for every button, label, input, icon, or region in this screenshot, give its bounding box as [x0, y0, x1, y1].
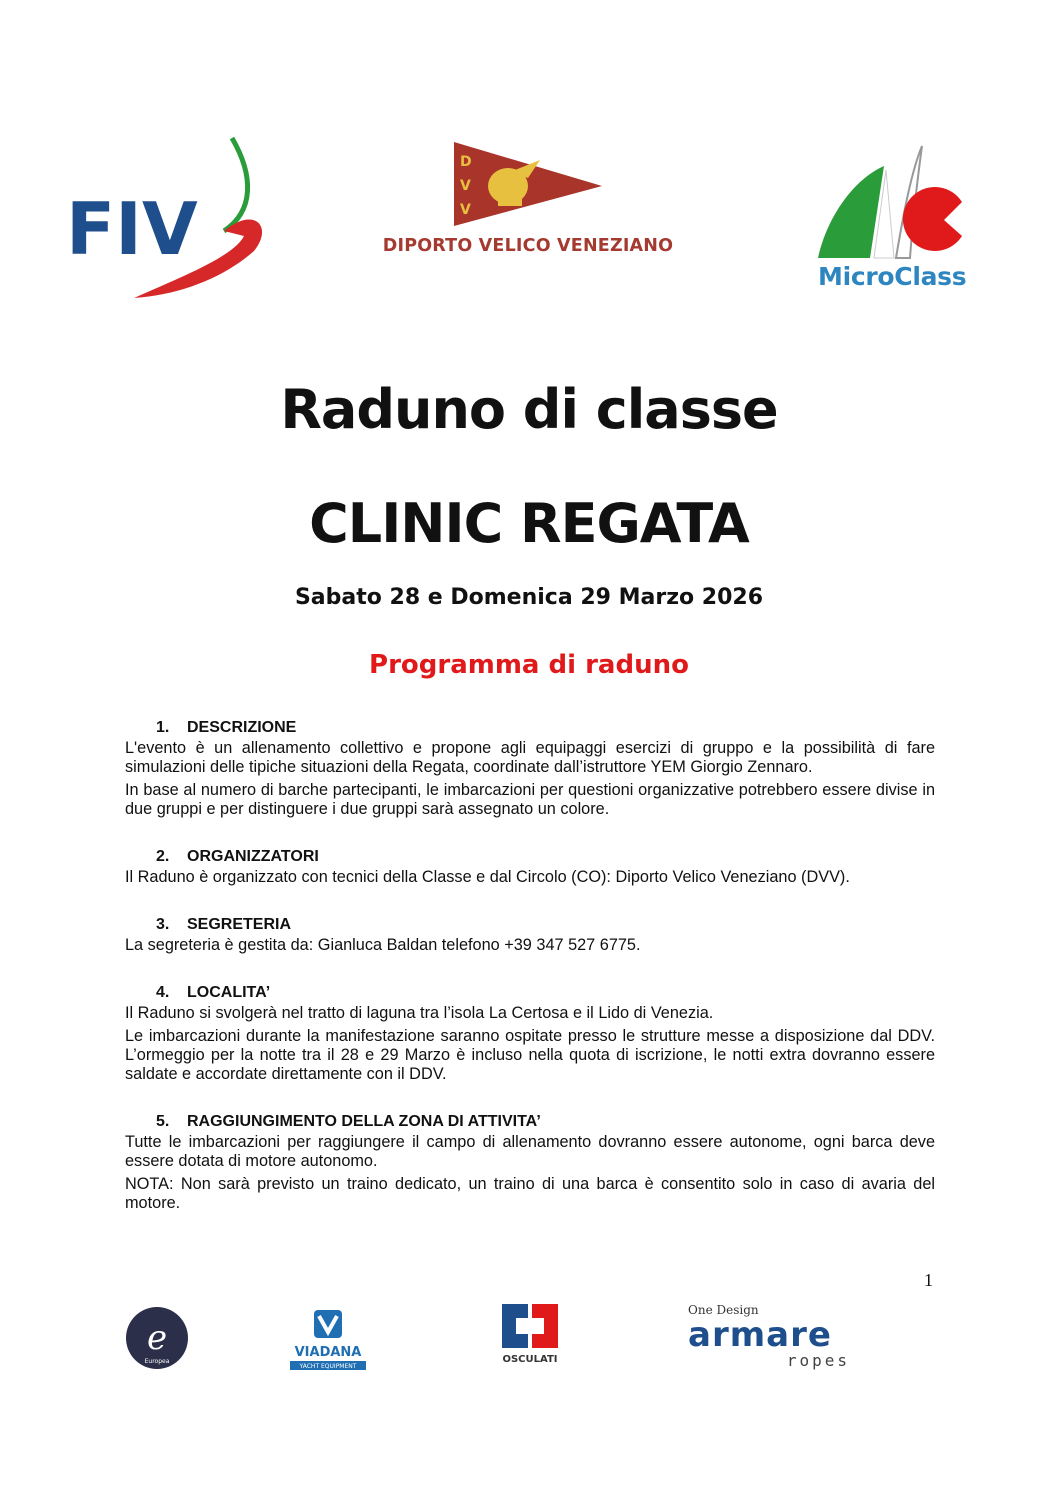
svg-text:armare: armare [688, 1315, 832, 1355]
svg-text:e: e [146, 1318, 168, 1358]
section-title: 2. ORGANIZZATORI [156, 848, 319, 865]
fiv-logo-text: FIV [66, 187, 198, 271]
svg-text:V: V [460, 202, 471, 218]
sub-title: CLINIC REGATA [309, 492, 749, 555]
svg-text:One Design: One Design [688, 1303, 759, 1317]
svg-text:V: V [460, 178, 471, 194]
paragraph: L'evento è un allenamento collettivo e propone agli equipaggi esercizi di gruppo e la possibilità di fare simulazioni delle tipiche situazioni della Regata, coordinate dall’istruttore YEM Giorgio Zennaro. [125, 739, 935, 776]
svg-text:OSCULATI: OSCULATI [502, 1354, 558, 1365]
sponsor-viadana-logo [286, 1308, 370, 1372]
paragraph: NOTA: Non sarà previsto un traino dedicato, un traino di una barca è consentito solo in caso di avaria del motore. [125, 1175, 935, 1212]
microclass-logo [812, 140, 988, 300]
paragraph: La segreteria è gestita da: Gianluca Baldan telefono +39 347 527 6775. [125, 936, 641, 954]
section-title: 3. SEGRETERIA [156, 916, 292, 933]
section-descrizione [125, 718, 935, 819]
microclass-name: MicroClass [818, 262, 967, 291]
paragraph: Le imbarcazioni durante la manifestazione saranno ospitate presso le strutture messe a disposizione dal DDV. L’ormeggio per la notte tra il 28 e 29 Marzo è incluso nella quota di iscrizione, le notti extra dovranno essere saldate e accordate direttamente con il DDV. [125, 1027, 935, 1083]
page-number: 1 [924, 1270, 933, 1290]
event-dates: Sabato 28 e Domenica 29 Marzo 2026 [294, 585, 764, 610]
sponsor-armare-logo [686, 1300, 858, 1372]
section-raggiungimento [125, 1112, 935, 1213]
dvv-name: DIPORTO VELICO VENEZIANO [382, 236, 674, 256]
svg-text:Europea: Europea [144, 1358, 170, 1365]
sponsor-osculati-logo [488, 1300, 572, 1368]
fiv-logo [64, 136, 278, 302]
paragraph: Il Raduno è organizzato con tecnici della Classe e dal Circolo (CO): Diporto Velico Veneziano (DVV). [125, 868, 850, 886]
svg-text:VIADANA: VIADANA [294, 1345, 362, 1360]
program-heading: Programma di raduno [369, 650, 689, 680]
paragraph: Il Raduno si svolgerà nel tratto di laguna tra l’isola La Certosa e il Lido di Venezia. [125, 1004, 714, 1022]
svg-text:YACHT EQUIPMENT: YACHT EQUIPMENT [299, 1363, 357, 1370]
section-title: 5. RAGGIUNGIMENTO DELLA ZONA DI ATTIVITA’ [156, 1113, 541, 1130]
dvv-logo [368, 138, 688, 278]
svg-text:ropes: ropes [786, 1351, 850, 1370]
paragraph: In base al numero di barche partecipanti, le imbarcazioni per questioni organizzative potrebbero essere divise in due gruppi e per distinguere i due gruppi sarà assegnato un colore. [125, 781, 935, 818]
document-body [125, 718, 935, 1217]
paragraph: Tutte le imbarcazioni per raggiungere il campo di allenamento dovranno essere autonome, ogni barca deve essere dotata di motore autonomo. [125, 1133, 935, 1170]
section-organizzatori [125, 847, 935, 887]
section-localita [125, 983, 935, 1084]
section-title: 4. LOCALITA’ [156, 984, 271, 1001]
svg-text:D: D [460, 154, 472, 170]
section-title: 1. DESCRIZIONE [156, 719, 297, 736]
main-title: Raduno di classe [280, 378, 778, 441]
sponsor-e-logo [124, 1305, 190, 1371]
section-segreteria [125, 915, 935, 955]
